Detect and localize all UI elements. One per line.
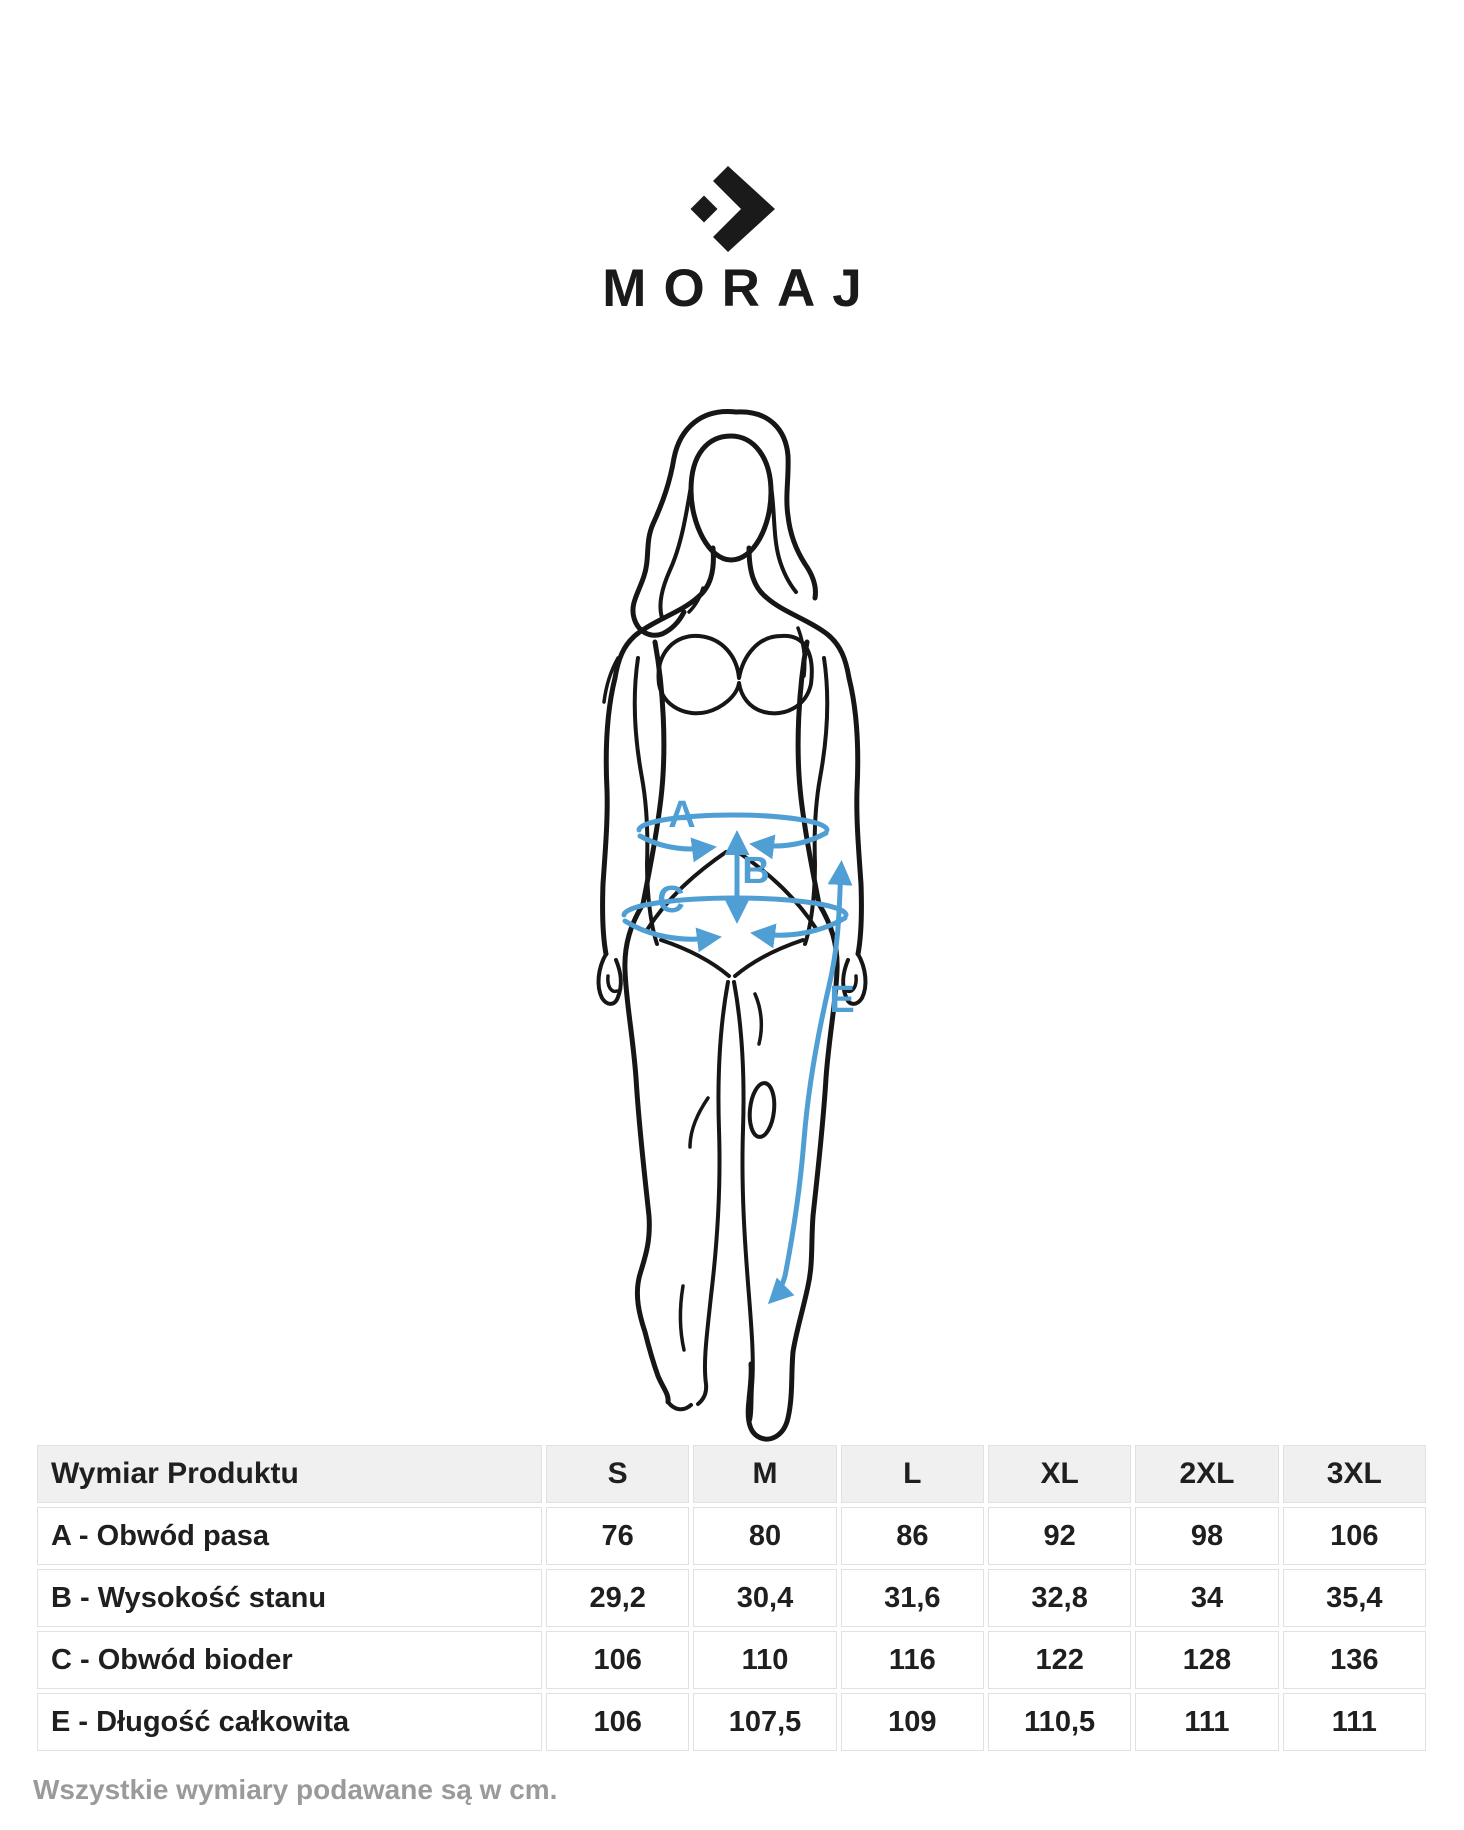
header-cell-m: M bbox=[693, 1445, 836, 1503]
arm-outer-right-line bbox=[849, 678, 861, 954]
row-label: A - Obwód pasa bbox=[37, 1507, 542, 1565]
thigh-accent-line bbox=[755, 994, 761, 1044]
thigh-top-right-line bbox=[735, 940, 803, 976]
size-table-header-row bbox=[37, 1445, 1426, 1503]
neck-shoulder-left-line bbox=[615, 548, 713, 678]
waist-ellipse-arc bbox=[639, 815, 827, 830]
size-table bbox=[33, 1441, 1430, 1755]
left-foot-toe-line bbox=[668, 1402, 691, 1409]
size-cell: 76 bbox=[546, 1507, 689, 1565]
hip-arrow-left bbox=[625, 921, 712, 939]
header-cell-2xl: 2XL bbox=[1135, 1445, 1278, 1503]
header-cell-label: Wymiar Produktu bbox=[37, 1445, 542, 1503]
hair-left-inner-line bbox=[660, 486, 691, 618]
size-cell: 34 bbox=[1135, 1569, 1278, 1627]
size-cell: 86 bbox=[841, 1507, 984, 1565]
measurement-label-a: A bbox=[668, 794, 696, 836]
size-cell: 110,5 bbox=[988, 1693, 1131, 1751]
brand-name: MORAJ bbox=[602, 259, 879, 318]
size-cell: 30,4 bbox=[693, 1569, 836, 1627]
header-cell-xl: XL bbox=[988, 1445, 1131, 1503]
measurement-label-c: C bbox=[657, 879, 685, 921]
measurement-label-e: E bbox=[829, 979, 855, 1021]
size-cell: 107,5 bbox=[693, 1693, 836, 1751]
logo-diamond-shape bbox=[691, 196, 718, 223]
size-cell: 106 bbox=[1283, 1507, 1426, 1565]
measurement-label-b: B bbox=[742, 850, 770, 892]
neck-shoulder-right-line bbox=[749, 548, 849, 678]
moraj-logo-icon bbox=[686, 164, 776, 254]
table-row-hips bbox=[37, 1631, 1426, 1689]
table-row-rise bbox=[37, 1569, 1426, 1627]
size-cell: 136 bbox=[1283, 1631, 1426, 1689]
size-cell: 35,4 bbox=[1283, 1569, 1426, 1627]
size-table-wrap bbox=[33, 1441, 1430, 1755]
size-cell: 122 bbox=[988, 1631, 1131, 1689]
header-cell-3xl: 3XL bbox=[1283, 1445, 1426, 1503]
size-cell: 80 bbox=[693, 1507, 836, 1565]
size-cell: 128 bbox=[1135, 1631, 1278, 1689]
row-label: B - Wysokość stanu bbox=[37, 1569, 542, 1627]
size-cell: 116 bbox=[841, 1631, 984, 1689]
shin-accent-line bbox=[680, 1286, 684, 1350]
size-cell: 32,8 bbox=[988, 1569, 1131, 1627]
hand-left-line bbox=[599, 954, 621, 1004]
bust-line bbox=[659, 636, 812, 713]
header-cell-l: L bbox=[841, 1445, 984, 1503]
waist-arrow-left bbox=[640, 836, 707, 849]
size-cell: 111 bbox=[1135, 1693, 1278, 1751]
size-cell: 110 bbox=[693, 1631, 836, 1689]
size-cell: 98 bbox=[1135, 1507, 1278, 1565]
units-note: Wszystkie wymiary podawane są w cm. bbox=[33, 1774, 558, 1805]
table-row-total-length bbox=[37, 1693, 1426, 1751]
thigh-top-left-line bbox=[661, 940, 729, 976]
measurement-figure bbox=[540, 390, 930, 1455]
size-cell: 111 bbox=[1283, 1693, 1426, 1751]
inner-leg-left-line bbox=[698, 982, 728, 1404]
knee-oval bbox=[747, 1082, 777, 1138]
size-cell: 109 bbox=[841, 1693, 984, 1751]
size-cell: 106 bbox=[546, 1693, 689, 1751]
row-label: C - Obwód bioder bbox=[37, 1631, 542, 1689]
hand-left-hook-line bbox=[608, 976, 617, 991]
hip-leg-outer-right-line bbox=[748, 904, 837, 1439]
inner-leg-right-line bbox=[734, 982, 753, 1420]
measurement-annotations bbox=[624, 794, 855, 1297]
face-line bbox=[691, 436, 771, 560]
calf-accent-line bbox=[690, 1098, 708, 1147]
table-row-waist bbox=[37, 1507, 1426, 1565]
size-cell: 106 bbox=[546, 1631, 689, 1689]
size-cell: 31,6 bbox=[841, 1569, 984, 1627]
hip-leg-outer-left-line bbox=[625, 904, 668, 1402]
row-label: E - Długość całkowita bbox=[37, 1693, 542, 1751]
size-cell: 92 bbox=[988, 1507, 1131, 1565]
header-cell-s: S bbox=[546, 1445, 689, 1503]
logo-chevron-shape bbox=[713, 166, 775, 252]
arm-outer-left-line bbox=[603, 678, 615, 954]
size-cell: 29,2 bbox=[546, 1569, 689, 1627]
